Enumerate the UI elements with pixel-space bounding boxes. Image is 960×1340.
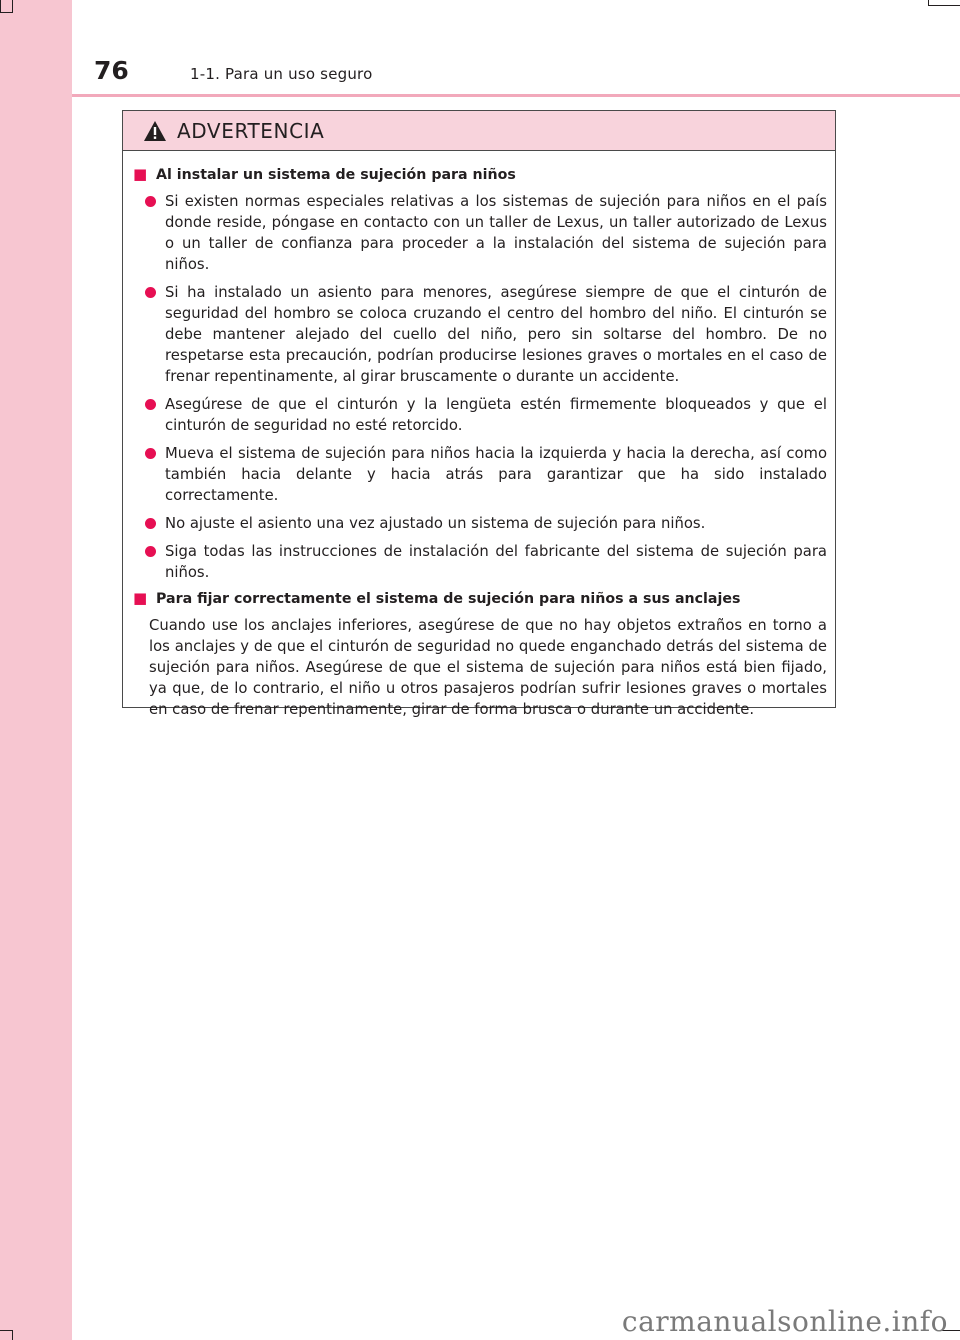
header-rule: [72, 94, 960, 97]
bullet-item: [133, 443, 827, 506]
page-number: 76: [94, 56, 129, 85]
crop-mark: [0, 12, 13, 13]
circle-bullet-icon: [145, 448, 156, 459]
circle-bullet-icon: [145, 196, 156, 207]
crop-mark: [12, 0, 13, 12]
section-heading-text: Al instalar un sistema de sujeción para niños: [156, 167, 516, 183]
crop-mark: [0, 0, 1, 12]
warning-box: [122, 110, 836, 718]
bullet-list: [133, 191, 827, 583]
bullet-text: Si existen normas especiales relativas a los sistemas de sujeción para niños en el país donde reside, póngase en contacto con un taller de Lexus, un taller autorizado de Lexus o un taller de confianza para proceder a la instalación del sistema de sujeción para niños.: [165, 193, 827, 273]
warning-header: [123, 111, 835, 151]
bullet-text: Mueva el sistema de sujeción para niños hacia la izquierda y hacia la derecha, así como también hacia delante y hacia atrás para garantizar que ha sido instalado correctamente.: [165, 445, 827, 504]
section-heading: [133, 167, 827, 183]
bullet-item: [133, 282, 827, 387]
section-paragraph: Cuando use los anclajes inferiores, asegúrese de que no hay objetos extraños en torno a los anclajes y de que el cinturón de seguridad no quede enganchado detrás del sistema de sujeción para niños. Asegúrese de que el sistema de sujeción para niños está bien fijado, ya que, de lo contrario, el niño u otros pasajeros podrían sufrir lesiones graves o mortales en caso de frenar repentinamente, girar de forma brusca o durante un accidente.: [149, 617, 827, 718]
bullet-item: [133, 394, 827, 436]
circle-bullet-icon: [145, 546, 156, 557]
bullet-text: Si ha instalado un asiento para menores, asegúrese siempre de que el cinturón de seguridad del hombro se coloca cruzando el centro del hombro del niño. El cinturón se debe mantener alejado del cuello del niño, pero sin soltarse del hombro. De no respetarse esta precaución, podrían producirse lesiones graves o mortales en el caso de frenar repentinamente, al girar bruscamente o durante un accidente.: [165, 284, 827, 385]
section-title: 1-1. Para un uso seguro: [190, 65, 373, 83]
side-color-band: [0, 0, 72, 1340]
warning-triangle-icon: [143, 120, 167, 142]
warning-body: [123, 151, 835, 720]
crop-mark: [12, 1330, 13, 1340]
bullet-text: No ajuste el asiento una vez ajustado un sistema de sujeción para niños.: [165, 515, 706, 532]
bullet-text: Asegúrese de que el cinturón y la lengüeta estén firmemente bloqueados y que el cinturón de seguridad no esté retorcido.: [165, 396, 827, 434]
bullet-item: [133, 191, 827, 275]
square-bullet-icon: ■: [133, 589, 148, 607]
watermark-text: carmanualsonline.info: [621, 1305, 948, 1338]
circle-bullet-icon: [145, 399, 156, 410]
bullet-text: Siga todas las instrucciones de instalación del fabricante del sistema de sujeción para niños.: [165, 543, 827, 581]
bullet-item: [133, 513, 827, 534]
square-bullet-icon: ■: [133, 165, 148, 183]
circle-bullet-icon: [145, 518, 156, 529]
section-heading: [133, 591, 827, 607]
warning-title: ADVERTENCIA: [177, 118, 325, 143]
circle-bullet-icon: [145, 287, 156, 298]
crop-mark: [928, 5, 960, 6]
section-heading-text: Para fijar correctamente el sistema de sujeción para niños a sus anclajes: [156, 591, 741, 607]
bullet-item: [133, 541, 827, 583]
